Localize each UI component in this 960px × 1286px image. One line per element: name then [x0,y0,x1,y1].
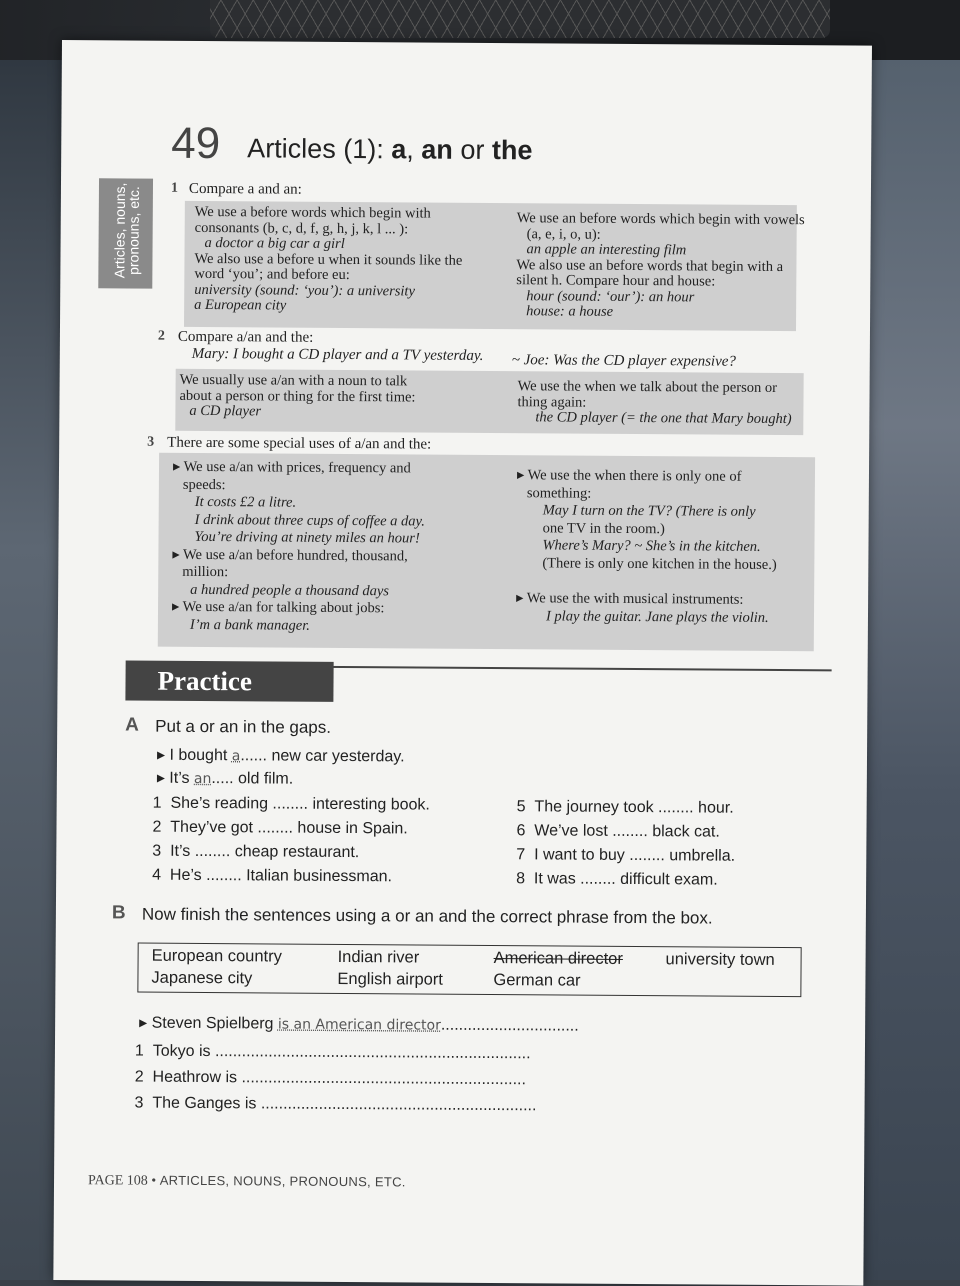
exercise-a-item[interactable]: 3 It’s ........ cheap restaurant. [152,842,360,862]
phrase-american-director: American director [493,949,623,968]
phrase-english-airport: English airport [337,969,443,989]
section-2-right: We use the when we talk about the person or thing again: the CD player (= the one that Mary bought) [517,378,792,428]
bullet-arrow-icon: ▸ [171,598,183,615]
page-number: PAGE 108 • [87,1173,157,1189]
exercise-a-item[interactable]: 1 She’s reading ........ interesting book. [152,794,430,814]
exercise-a-right-items [516,795,735,893]
section-1-left: We use a before words which begin with consonants (b, c, d, f, g, h, j, k, l ... ): a doctor a big car a girl We also use a before u when it sounds like the word ‘you’; and before eu: university (sound: ‘you’): a university a European city [194,203,463,314]
practice-divider [302,666,832,672]
exercise-a-example-1: ▸ I bought a...... new car yesterday. [156,746,405,766]
exercise-a-item[interactable]: 4 He’s ........ Italian businessman. [152,866,393,886]
exercise-b-item[interactable]: 2 Heathrow is ................................................................ [134,1068,527,1089]
section-3-right: ▸ We use the when there is only one of something: May I turn on the TV? (There is only one TV in the room.) Where’s Mary? ~ She’s in the kitchen. (There is only one kitchen in the house.) ▸ We use the with musical instruments: I play the guitar. Jane plays the violin. [516,467,777,626]
bullet-arrow-icon: ▸ [516,590,527,607]
section-1-number: 1 [170,180,179,196]
exercise-a-left-items [152,792,430,890]
exercise-a-item[interactable]: 7 I want to buy ........ umbrella. [516,846,736,865]
handwritten-answer: an [193,770,212,788]
bullet-arrow-icon: ▸ [156,746,170,764]
exercise-a-item[interactable]: 8 It was ........ difficult exam. [516,870,718,889]
phrase-japanese-city: Japanese city [151,968,253,988]
exercise-b-example: ▸ Steven Spielberg is an American director............................... [139,1014,579,1035]
exercise-b-letter: B [111,902,126,924]
phrase-german-car: German car [493,971,581,990]
exercise-a-heading: Put a or an in the gaps. [155,716,332,737]
bullet-arrow-icon: ▸ [172,546,184,563]
bullet-arrow-icon: ▸ [516,467,528,484]
handwritten-answer: a [231,748,241,765]
handwritten-answer: is an American director [277,1016,441,1034]
bullet-arrow-icon: ▸ [156,769,170,787]
phrase-indian-river: Indian river [337,947,420,967]
section-2-left: We usually use a/an with a noun to talk about a person or thing for the first time: a CD player [179,371,416,420]
worksheet-page [53,40,872,1286]
exercise-b-heading: Now finish the sentences using a or an and the correct phrase from the box. [141,904,713,928]
side-tab: Articles, nouns, pronouns, etc. [98,178,153,288]
section-2-heading: Compare a/an and the: [177,328,314,346]
unit-title: Articles (1): a, an or the [247,133,533,166]
exercise-a-example-2: ▸ It’s an..... old film. [156,769,294,788]
section-3-left: ▸ We use a/an with prices, frequency and speeds: It costs £2 a litre. I drink about three cups of coffee a day. You’re driving at ninety miles an hour! ▸ We use a/an before hundred, thousand, million: a hundred people a thousand days ▸ We use a/an for talking about jobs: I’m a bank manager. [171,458,425,634]
exercise-b-items [134,1039,536,1120]
section-1-heading: Compare a and an: [188,180,302,198]
exercise-a-item[interactable]: 2 They’ve got ........ house in Spain. [152,818,408,838]
dialog-joe: ~ Joe: Was the CD player expensive? [511,352,736,370]
section-2-number: 2 [157,328,165,344]
bullet-arrow-icon: ▸ [139,1014,152,1032]
section-3-heading: There are some special uses of a/an and the: [167,434,432,453]
page-footer [88,1172,406,1191]
phrase-university-town: university town [665,950,775,969]
practice-heading: Practice [125,660,333,701]
bullet-arrow-icon: ▸ [172,458,184,475]
section-3-number: 3 [147,434,155,450]
section-1-right: We use an before words which begin with vowels (a, e, i, o, u): an apple an interesting film We also use an before words that begin with a silent h. Compare hour and house: hour (sound: ‘our’): an hour house: a house [516,210,805,320]
exercise-b-item[interactable]: 3 The Ganges is .............................................................. [134,1094,537,1115]
exercise-a-item[interactable]: 6 We’ve lost ........ black cat. [516,822,720,841]
exercise-a-letter: A [125,714,140,736]
dialog-mary: Mary: I bought a CD player and a TV yesterday. [191,345,484,364]
exercise-b-item[interactable]: 1 Tokyo is ....................................................................... [134,1042,531,1063]
footer-section: ARTICLES, NOUNS, PRONOUNS, ETC. [159,1172,406,1190]
unit-number: 49 [171,118,221,169]
phrase-european-country: European country [151,946,282,966]
exercise-a-item[interactable]: 5 The journey took ........ hour. [516,798,734,817]
hex-pattern-object [210,0,830,38]
